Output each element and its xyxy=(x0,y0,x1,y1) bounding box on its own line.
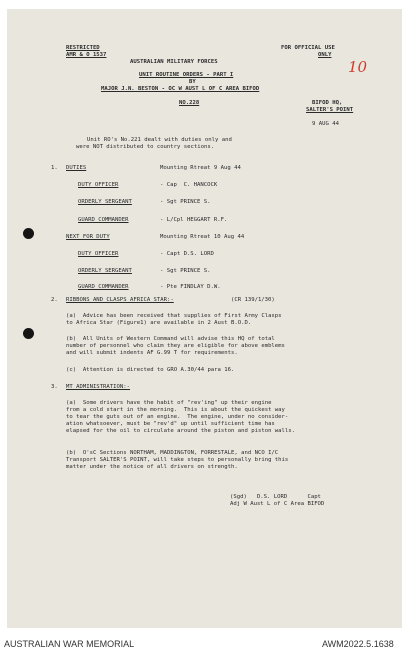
issuer-line: MAJOR J.N. BESTON - OC W AUST L OF C AREA BIFOD xyxy=(101,86,260,92)
handwritten-number: 10 xyxy=(348,58,368,76)
restricted-label: RESTRICTED xyxy=(66,45,100,51)
section-title: DUTIES xyxy=(66,165,87,171)
duty-role: GUARD COMMANDER xyxy=(78,217,129,223)
mounting-line: Mounting Rtreat 9 Aug 44 xyxy=(160,165,241,171)
section-number: 1. xyxy=(51,165,58,171)
hq-line-1: BIFOD HQ, xyxy=(312,100,343,106)
org-title: AUSTRALIAN MILITARY FORCES xyxy=(130,59,218,65)
mounting-line: Mounting Rtreat 10 Aug 44 xyxy=(160,234,245,240)
archive-label: AUSTRALIAN WAR MEMORIAL xyxy=(4,639,135,649)
duty-role: DUTY OFFICER xyxy=(78,251,119,257)
duty-role: ORDERLY SERGEANT xyxy=(78,199,132,205)
catalogue-number: AWM2022.5.1638 xyxy=(322,639,394,649)
duty-name: - Pte FINDLAY D.W. xyxy=(160,284,221,290)
duty-name: - Cap C. HANCOCK xyxy=(160,182,218,188)
section-number: 2. xyxy=(51,297,58,303)
duty-name: - Capt D.S. LORD xyxy=(160,251,214,257)
duty-role: DUTY OFFICER xyxy=(78,182,119,188)
paragraph-line: (b) All Units of Western Command will advise this HQ of total xyxy=(66,336,275,342)
hq-line-2: SALTER'S POINT xyxy=(306,107,354,113)
next-for-duty-label: NEXT FOR DUTY xyxy=(66,234,110,240)
intro-line-1: Unit RO's No.221 dealt with duties only and xyxy=(87,137,232,143)
paragraph-line: (c) Attention is directed to GRO A.30/44 para 16. xyxy=(66,367,235,373)
section-title: MT ADMINISTRATION:- xyxy=(66,384,130,390)
paragraph-line: from a cold start in the morning. This is about the quickest way xyxy=(66,407,285,413)
signature-title: Adj W Aust L of C Area BIFOD xyxy=(230,501,325,507)
paragraph-line: to Africa Star (Figure1) are available in 2 Aust B.O.D. xyxy=(66,320,252,326)
paragraph-line: ation whatsoever, must be "rev'd" up until sufficient time has xyxy=(66,421,275,427)
paragraph-line: (a) Some drivers have the habit of "rev'ing" up their engine xyxy=(66,400,272,406)
paragraph-line: (a) Advice has been received that supplies of First Army Clasps xyxy=(66,313,282,319)
paragraph-line: number of personnel who claim they are eligible for above emblems xyxy=(66,343,285,349)
order-date: 9 AUG 44 xyxy=(312,121,339,127)
duty-name: - Sgt PRINCE S. xyxy=(160,268,211,274)
section-title: RIBBONS AND CLASPS AFRICA STAR:- xyxy=(66,297,174,303)
paragraph-line: elapsed for the oil to circulate around the piston and piston walls. xyxy=(66,428,296,434)
signature-line: (Sgd) D.S. LORD Capt xyxy=(230,494,321,500)
intro-line-2: were NOT distributed to country sections. xyxy=(76,144,215,150)
paragraph-line: (b) O'sC Sections NORTHAM, MADDINGTON, FORRESTALE, and NCO I/C xyxy=(66,450,279,456)
punch-hole-bottom xyxy=(23,328,34,339)
duty-role: GUARD COMMANDER xyxy=(78,284,129,290)
paragraph-line: Transport SALTER'S POINT, will take steps to personally bring this xyxy=(66,457,289,463)
ribbons-reference: (CR 139/1/30) xyxy=(231,297,275,303)
orders-title: UNIT ROUTINE ORDERS - PART I xyxy=(139,72,234,78)
section-number: 3. xyxy=(51,384,58,390)
official-use-line-1: FOR OFFICIAL USE xyxy=(281,45,335,51)
duty-name: - L/Cpl HEGGART R.F. xyxy=(160,217,228,223)
duty-name: - Sgt PRINCE S. xyxy=(160,199,211,205)
official-use-line-2: ONLY xyxy=(318,52,332,58)
amr-reference: AMR & O 1537 xyxy=(66,52,107,58)
paragraph-line: to tear the guts out of an engine. The engine, under no consider- xyxy=(66,414,289,420)
duty-role: ORDERLY SERGEANT xyxy=(78,268,132,274)
by-line: BY xyxy=(189,79,196,85)
order-number: NO.228 xyxy=(179,100,200,106)
paragraph-line: matter under the notice of all drivers on strength. xyxy=(66,464,238,470)
paragraph-line: and will submit indents AF G.99 T for requirements. xyxy=(66,350,238,356)
punch-hole-top xyxy=(23,228,34,239)
